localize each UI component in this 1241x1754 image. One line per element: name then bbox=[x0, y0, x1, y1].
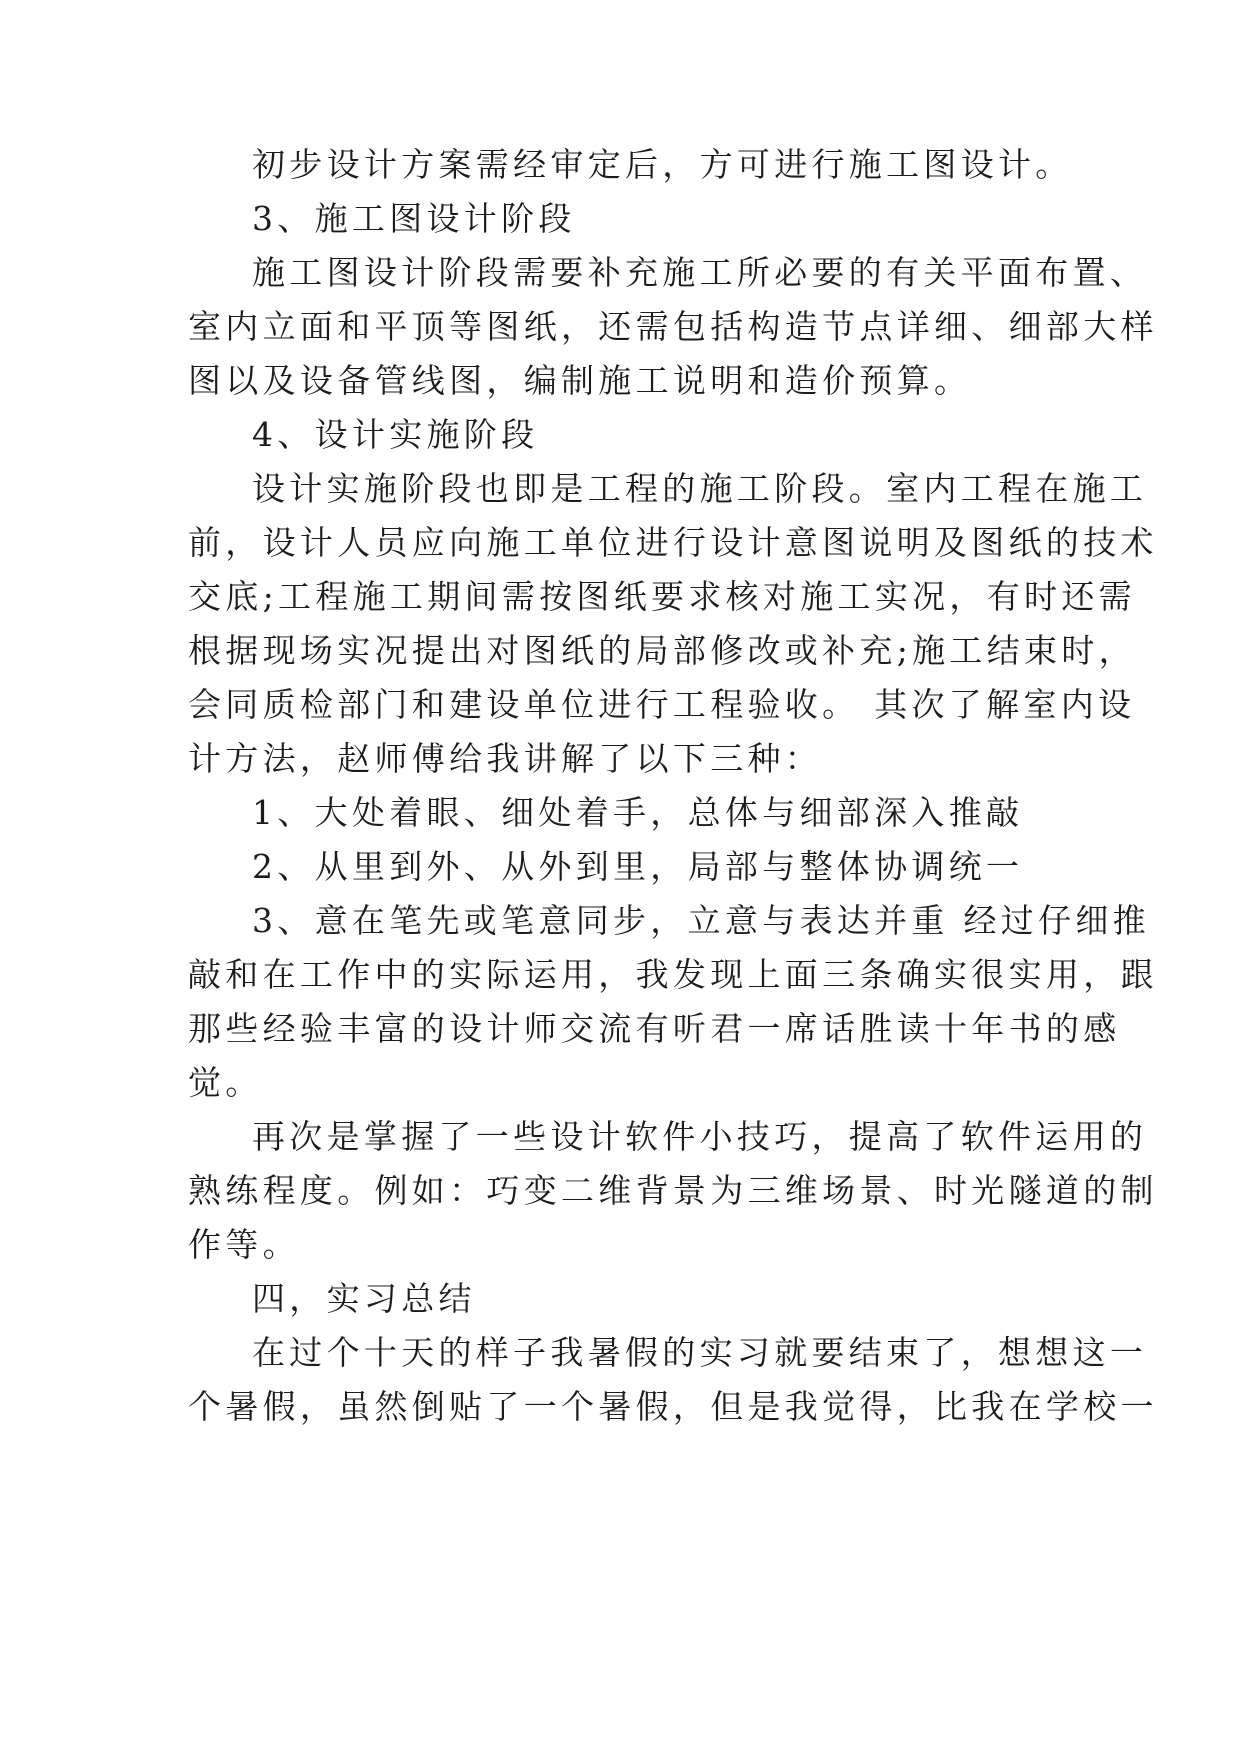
paragraph-line: 会同质检部门和建设单位进行工程验收。 其次了解室内设 bbox=[188, 685, 1136, 724]
list-item: 1、大处着眼、细处着手，总体与细部深入推敲 bbox=[252, 793, 1024, 832]
list-item: 3、意在笔先或笔意同步，立意与表达并重 经过仔细推 bbox=[252, 901, 1150, 940]
paragraph-line: 图以及设备管线图，编制施工说明和造价预算。 bbox=[188, 361, 972, 400]
section-heading: 4、设计实施阶段 bbox=[252, 415, 539, 454]
paragraph-line: 个暑假，虽然倒贴了一个暑假，但是我觉得，比我在学校一 bbox=[188, 1387, 1158, 1426]
section-heading: 3、施工图设计阶段 bbox=[252, 199, 576, 238]
paragraph-line: 根据现场实况提出对图纸的局部修改或补充;施工结束时， bbox=[188, 631, 1136, 670]
paragraph-line: 初步设计方案需经审定后，方可进行施工图设计。 bbox=[252, 145, 1073, 184]
paragraph-line: 再次是掌握了一些设计软件小技巧，提高了软件运用的 bbox=[252, 1117, 1148, 1156]
paragraph-line: 在过个十天的样子我暑假的实习就要结束了，想想这一 bbox=[252, 1333, 1148, 1372]
paragraph-line: 施工图设计阶段需要补充施工所必要的有关平面布置、 bbox=[252, 253, 1148, 292]
paragraph-line: 觉。 bbox=[188, 1063, 263, 1102]
paragraph-line: 计方法，赵师傅给我讲解了以下三种： bbox=[188, 739, 823, 778]
paragraph-line: 作等。 bbox=[188, 1225, 300, 1264]
paragraph-line: 敲和在工作中的实际运用，我发现上面三条确实很实用，跟 bbox=[188, 955, 1158, 994]
paragraph-line: 前，设计人员应向施工单位进行设计意图说明及图纸的技术 bbox=[188, 523, 1158, 562]
paragraph-line: 熟练程度。例如：巧变二维背景为三维场景、时光隧道的制 bbox=[188, 1171, 1158, 1210]
paragraph-line: 那些经验丰富的设计师交流有听君一席话胜读十年书的感 bbox=[188, 1009, 1121, 1048]
paragraph-line: 室内立面和平顶等图纸，还需包括构造节点详细、细部大样 bbox=[188, 307, 1158, 346]
paragraph-line: 交底;工程施工期间需按图纸要求核对施工实况，有时还需 bbox=[188, 577, 1136, 616]
paragraph-line: 设计实施阶段也即是工程的施工阶段。室内工程在施工 bbox=[252, 469, 1148, 508]
section-heading: 四，实习总结 bbox=[252, 1279, 476, 1318]
list-item: 2、从里到外、从外到里，局部与整体协调统一 bbox=[252, 847, 1024, 886]
